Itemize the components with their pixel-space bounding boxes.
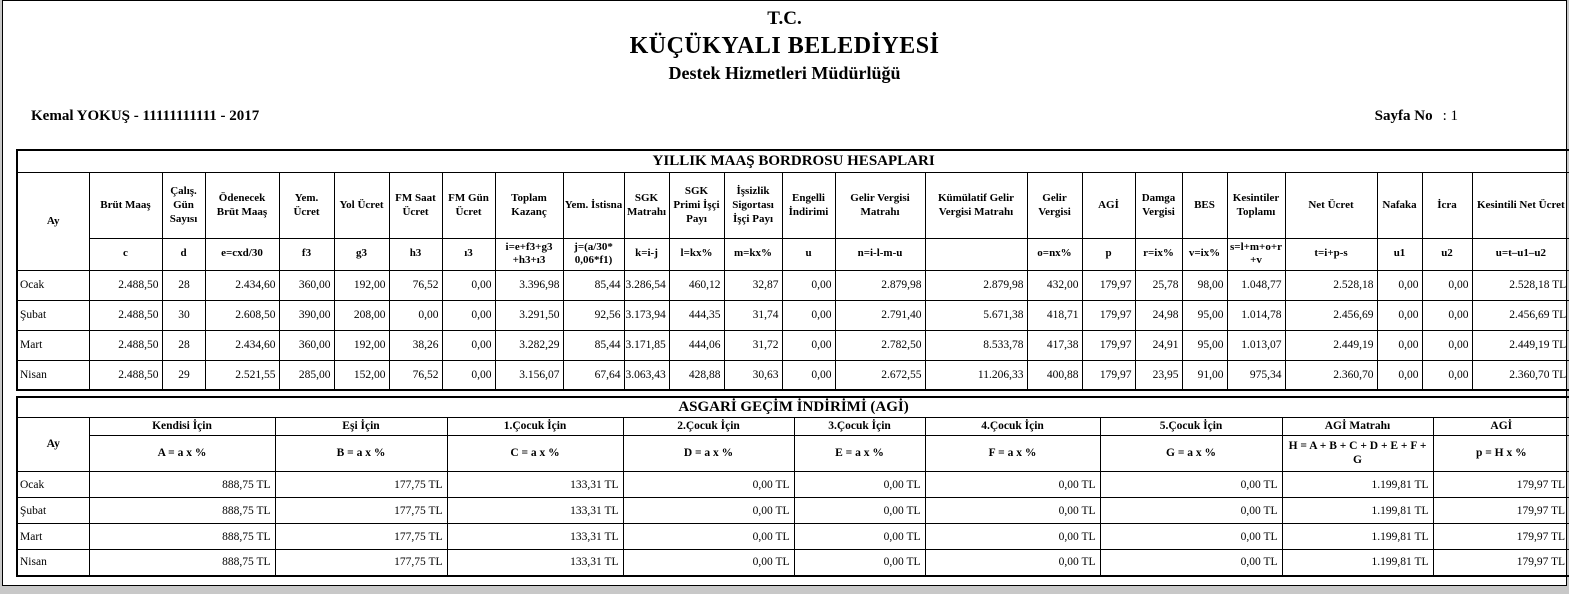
value-cell: 390,00 (279, 300, 334, 330)
value-cell: 360,00 (279, 270, 334, 300)
formula-cell: c (89, 238, 162, 270)
value-cell: 2.456,69 (1285, 300, 1377, 330)
formula-cell: G = a x % (1100, 436, 1282, 472)
month-cell: Nisan (17, 550, 89, 576)
value-cell: 133,31 TL (447, 498, 623, 524)
month-cell: Şubat (17, 300, 89, 330)
column-header: Net Ücret (1285, 172, 1377, 238)
value-cell: 1.199,81 TL (1282, 472, 1433, 498)
value-cell: 98,00 (1182, 270, 1227, 300)
value-cell: 3.286,54 (624, 270, 669, 300)
value-cell: 2.449,19 (1285, 330, 1377, 360)
column-header: SGK Primi İşçi Payı (669, 172, 724, 238)
column-header: 1.Çocuk İçin (447, 418, 623, 436)
value-cell: 3.396,98 (495, 270, 563, 300)
value-cell: 2.782,50 (835, 330, 925, 360)
value-cell: 179,97 TL (1433, 472, 1569, 498)
column-header: Ay (17, 172, 89, 270)
value-cell: 888,75 TL (89, 550, 275, 576)
formula-cell: g3 (334, 238, 389, 270)
employee-info: Kemal YOKUŞ - 11111111111 - 2017 (31, 108, 260, 124)
value-cell: 417,38 (1027, 330, 1082, 360)
column-header: AGİ (1433, 418, 1569, 436)
value-cell: 208,00 (334, 300, 389, 330)
value-cell: 444,06 (669, 330, 724, 360)
value-cell: 0,00 TL (925, 472, 1100, 498)
formula-cell: B = a x % (275, 436, 447, 472)
value-cell: 975,34 (1227, 360, 1285, 390)
value-cell: 179,97 (1082, 300, 1135, 330)
column-header: Toplam Kazanç (495, 172, 563, 238)
value-cell: 30,63 (724, 360, 782, 390)
column-header: Ay (17, 418, 89, 472)
column-header: 3.Çocuk İçin (794, 418, 925, 436)
value-cell: 1.199,81 TL (1282, 524, 1433, 550)
value-cell: 133,31 TL (447, 550, 623, 576)
value-cell: 360,00 (279, 330, 334, 360)
table-row (17, 330, 1569, 360)
formula-cell: e=cxd/30 (205, 238, 279, 270)
table-row (17, 550, 1569, 576)
formula-cell: u2 (1422, 238, 1472, 270)
value-cell: 888,75 TL (89, 524, 275, 550)
value-cell: 133,31 TL (447, 524, 623, 550)
value-cell: 0,00 (782, 300, 835, 330)
column-header: Çalış. Gün Sayısı (162, 172, 205, 238)
formula-row (17, 436, 1569, 472)
value-cell: 888,75 TL (89, 498, 275, 524)
formula-cell: h3 (389, 238, 442, 270)
value-cell: 0,00 TL (794, 550, 925, 576)
value-cell: 177,75 TL (275, 524, 447, 550)
value-cell: 2.879,98 (925, 270, 1027, 300)
column-header: Kesintili Net Ücret (1472, 172, 1569, 238)
formula-cell: o=nx% (1027, 238, 1082, 270)
value-cell: 1.199,81 TL (1282, 550, 1433, 576)
value-cell: 91,00 (1182, 360, 1227, 390)
page-number-label: Sayfa No (1374, 108, 1433, 124)
column-header: Damga Vergisi (1135, 172, 1182, 238)
formula-cell: C = a x % (447, 436, 623, 472)
formula-cell: l=kx% (669, 238, 724, 270)
value-cell: 28 (162, 330, 205, 360)
document-page (2, 0, 1567, 586)
payroll-table (16, 149, 1569, 391)
formula-cell: r=ix% (1135, 238, 1182, 270)
value-cell: 1.048,77 (1227, 270, 1285, 300)
formula-cell (925, 238, 1027, 270)
month-cell: Mart (17, 524, 89, 550)
table-row (17, 300, 1569, 330)
value-cell: 444,35 (669, 300, 724, 330)
value-cell: 0,00 TL (925, 550, 1100, 576)
formula-row (17, 238, 1569, 270)
value-cell: 0,00 TL (925, 524, 1100, 550)
column-header: İşsizlik Sigortası İşçi Payı (724, 172, 782, 238)
table-title: ASGARİ GEÇİM İNDİRİMİ (AGİ) (17, 397, 1569, 418)
org-header-name: KÜÇÜKYALI BELEDİYESİ (629, 33, 940, 59)
value-cell: 2.488,50 (89, 270, 162, 300)
formula-cell: H = A + B + C + D + E + F + G (1282, 436, 1433, 472)
value-cell: 0,00 (442, 360, 495, 390)
value-cell: 0,00 TL (623, 472, 794, 498)
column-header: Kümülatif Gelir Vergisi Matrahı (925, 172, 1027, 238)
value-cell: 133,31 TL (447, 472, 623, 498)
formula-cell: u=t–u1–u2 (1472, 238, 1569, 270)
value-cell: 2.488,50 (89, 360, 162, 390)
column-header: Gelir Vergisi (1027, 172, 1082, 238)
column-header: Kesintiler Toplamı (1227, 172, 1285, 238)
value-cell: 0,00 TL (623, 524, 794, 550)
value-cell: 0,00 (389, 300, 442, 330)
value-cell: 25,78 (1135, 270, 1182, 300)
value-cell: 179,97 TL (1433, 524, 1569, 550)
formula-cell: m=kx% (724, 238, 782, 270)
value-cell: 92,56 (563, 300, 624, 330)
formula-cell: j=(a/30* 0,06*f1) (563, 238, 624, 270)
column-header: SGK Matrahı (624, 172, 669, 238)
value-cell: 179,97 TL (1433, 498, 1569, 524)
formula-cell: D = a x % (623, 436, 794, 472)
table-row (17, 270, 1569, 300)
value-cell: 24,91 (1135, 330, 1182, 360)
value-cell: 1.199,81 TL (1282, 498, 1433, 524)
value-cell: 32,87 (724, 270, 782, 300)
column-header: Yem. İstisna (563, 172, 624, 238)
column-header: Yol Ücret (334, 172, 389, 238)
value-cell: 152,00 (334, 360, 389, 390)
column-header: FM Saat Ücret (389, 172, 442, 238)
org-header (3, 1, 1566, 85)
formula-cell: A = a x % (89, 436, 275, 472)
value-cell: 0,00 TL (794, 472, 925, 498)
column-header: Gelir Vergisi Matrahı (835, 172, 925, 238)
month-cell: Mart (17, 330, 89, 360)
value-cell: 28 (162, 270, 205, 300)
value-cell: 8.533,78 (925, 330, 1027, 360)
value-cell: 192,00 (334, 270, 389, 300)
value-cell: 0,00 TL (1100, 472, 1282, 498)
table-title-row (17, 150, 1569, 172)
formula-cell: n=i-l-m-u (835, 238, 925, 270)
column-header: AGİ Matrahı (1282, 418, 1433, 436)
value-cell: 179,97 TL (1433, 550, 1569, 576)
value-cell: 3.063,43 (624, 360, 669, 390)
column-header: 5.Çocuk İçin (1100, 418, 1282, 436)
formula-cell: k=i-j (624, 238, 669, 270)
column-header: AGİ (1082, 172, 1135, 238)
value-cell: 0,00 (1377, 300, 1422, 330)
formula-cell: p = H x % (1433, 436, 1569, 472)
value-cell: 1.013,07 (1227, 330, 1285, 360)
value-cell: 76,52 (389, 270, 442, 300)
value-cell: 3.173,94 (624, 300, 669, 330)
column-header: FM Gün Ücret (442, 172, 495, 238)
value-cell: 0,00 TL (794, 524, 925, 550)
formula-cell: i=e+f3+g3 +h3+ı3 (495, 238, 563, 270)
value-cell: 0,00 TL (925, 498, 1100, 524)
value-cell: 95,00 (1182, 330, 1227, 360)
column-header: Brüt Maaş (89, 172, 162, 238)
formula-cell: p (1082, 238, 1135, 270)
value-cell: 30 (162, 300, 205, 330)
formula-cell: u1 (1377, 238, 1422, 270)
month-cell: Ocak (17, 270, 89, 300)
value-cell: 0,00 (1377, 330, 1422, 360)
value-cell: 2.456,69 TL (1472, 300, 1569, 330)
value-cell: 2.434,60 (205, 330, 279, 360)
value-cell: 0,00 (1422, 300, 1472, 330)
table-row (17, 472, 1569, 498)
value-cell: 31,72 (724, 330, 782, 360)
value-cell: 0,00 (1422, 330, 1472, 360)
page-number (1375, 108, 1458, 125)
value-cell: 2.360,70 TL (1472, 360, 1569, 390)
column-header: 2.Çocuk İçin (623, 418, 794, 436)
value-cell: 177,75 TL (275, 498, 447, 524)
value-cell: 177,75 TL (275, 550, 447, 576)
value-cell: 95,00 (1182, 300, 1227, 330)
report-meta-row (3, 107, 1566, 125)
value-cell: 0,00 (782, 270, 835, 300)
value-cell: 2.608,50 (205, 300, 279, 330)
formula-cell: F = a x % (925, 436, 1100, 472)
value-cell: 0,00 TL (623, 498, 794, 524)
value-cell: 0,00 (1422, 270, 1472, 300)
value-cell: 192,00 (334, 330, 389, 360)
value-cell: 23,95 (1135, 360, 1182, 390)
page-number-value: : 1 (1442, 108, 1458, 124)
value-cell: 285,00 (279, 360, 334, 390)
column-header: Nafaka (1377, 172, 1422, 238)
value-cell: 29 (162, 360, 205, 390)
formula-cell: ı3 (442, 238, 495, 270)
table-row (17, 498, 1569, 524)
value-cell: 0,00 (782, 360, 835, 390)
value-cell: 888,75 TL (89, 472, 275, 498)
value-cell: 2.528,18 TL (1472, 270, 1569, 300)
value-cell: 0,00 (1422, 360, 1472, 390)
value-cell: 0,00 TL (1100, 550, 1282, 576)
value-cell: 0,00 (1377, 360, 1422, 390)
value-cell: 400,88 (1027, 360, 1082, 390)
value-cell: 2.488,50 (89, 300, 162, 330)
value-cell: 428,88 (669, 360, 724, 390)
value-cell: 67,64 (563, 360, 624, 390)
value-cell: 2.360,70 (1285, 360, 1377, 390)
value-cell: 11.206,33 (925, 360, 1027, 390)
org-header-department: Destek Hizmetleri Müdürlüğü (668, 63, 901, 83)
value-cell: 0,00 (442, 270, 495, 300)
value-cell: 3.156,07 (495, 360, 563, 390)
value-cell: 0,00 (782, 330, 835, 360)
org-header-tc: T.C. (767, 8, 802, 29)
formula-cell: s=l+m+o+r +v (1227, 238, 1285, 270)
value-cell: 432,00 (1027, 270, 1082, 300)
value-cell: 3.291,50 (495, 300, 563, 330)
column-header: Ödenecek Brüt Maaş (205, 172, 279, 238)
value-cell: 5.671,38 (925, 300, 1027, 330)
table-title-row (17, 397, 1569, 418)
value-cell: 177,75 TL (275, 472, 447, 498)
value-cell: 85,44 (563, 270, 624, 300)
value-cell: 76,52 (389, 360, 442, 390)
value-cell: 3.282,29 (495, 330, 563, 360)
value-cell: 1.014,78 (1227, 300, 1285, 330)
value-cell: 2.879,98 (835, 270, 925, 300)
column-header: 4.Çocuk İçin (925, 418, 1100, 436)
value-cell: 24,98 (1135, 300, 1182, 330)
column-header: Eşi İçin (275, 418, 447, 436)
formula-cell: v=ix% (1182, 238, 1227, 270)
value-cell: 179,97 (1082, 270, 1135, 300)
column-header: Yem. Ücret (279, 172, 334, 238)
table-row (17, 524, 1569, 550)
value-cell: 0,00 TL (1100, 524, 1282, 550)
value-cell: 2.449,19 TL (1472, 330, 1569, 360)
column-header-row (17, 418, 1569, 436)
value-cell: 31,74 (724, 300, 782, 330)
value-cell: 0,00 (442, 330, 495, 360)
column-header: İcra (1422, 172, 1472, 238)
month-cell: Ocak (17, 472, 89, 498)
column-header: BES (1182, 172, 1227, 238)
value-cell: 0,00 TL (623, 550, 794, 576)
value-cell: 0,00 TL (794, 498, 925, 524)
value-cell: 2.521,55 (205, 360, 279, 390)
value-cell: 0,00 (1377, 270, 1422, 300)
formula-cell: t=i+p-s (1285, 238, 1377, 270)
month-cell: Nisan (17, 360, 89, 390)
value-cell: 2.528,18 (1285, 270, 1377, 300)
value-cell: 0,00 (442, 300, 495, 330)
value-cell: 2.791,40 (835, 300, 925, 330)
value-cell: 418,71 (1027, 300, 1082, 330)
agi-table (16, 396, 1569, 577)
value-cell: 85,44 (563, 330, 624, 360)
month-cell: Şubat (17, 498, 89, 524)
column-header-row (17, 172, 1569, 238)
formula-cell: u (782, 238, 835, 270)
value-cell: 179,97 (1082, 330, 1135, 360)
table-title: YILLIK MAAŞ BORDROSU HESAPLARI (17, 150, 1569, 172)
formula-cell: d (162, 238, 205, 270)
value-cell: 38,26 (389, 330, 442, 360)
value-cell: 3.171,85 (624, 330, 669, 360)
formula-cell: f3 (279, 238, 334, 270)
column-header: Kendisi İçin (89, 418, 275, 436)
value-cell: 0,00 TL (1100, 498, 1282, 524)
value-cell: 2.434,60 (205, 270, 279, 300)
value-cell: 460,12 (669, 270, 724, 300)
column-header: Engelli İndirimi (782, 172, 835, 238)
value-cell: 2.672,55 (835, 360, 925, 390)
formula-cell: E = a x % (794, 436, 925, 472)
value-cell: 2.488,50 (89, 330, 162, 360)
value-cell: 179,97 (1082, 360, 1135, 390)
table-row (17, 360, 1569, 390)
